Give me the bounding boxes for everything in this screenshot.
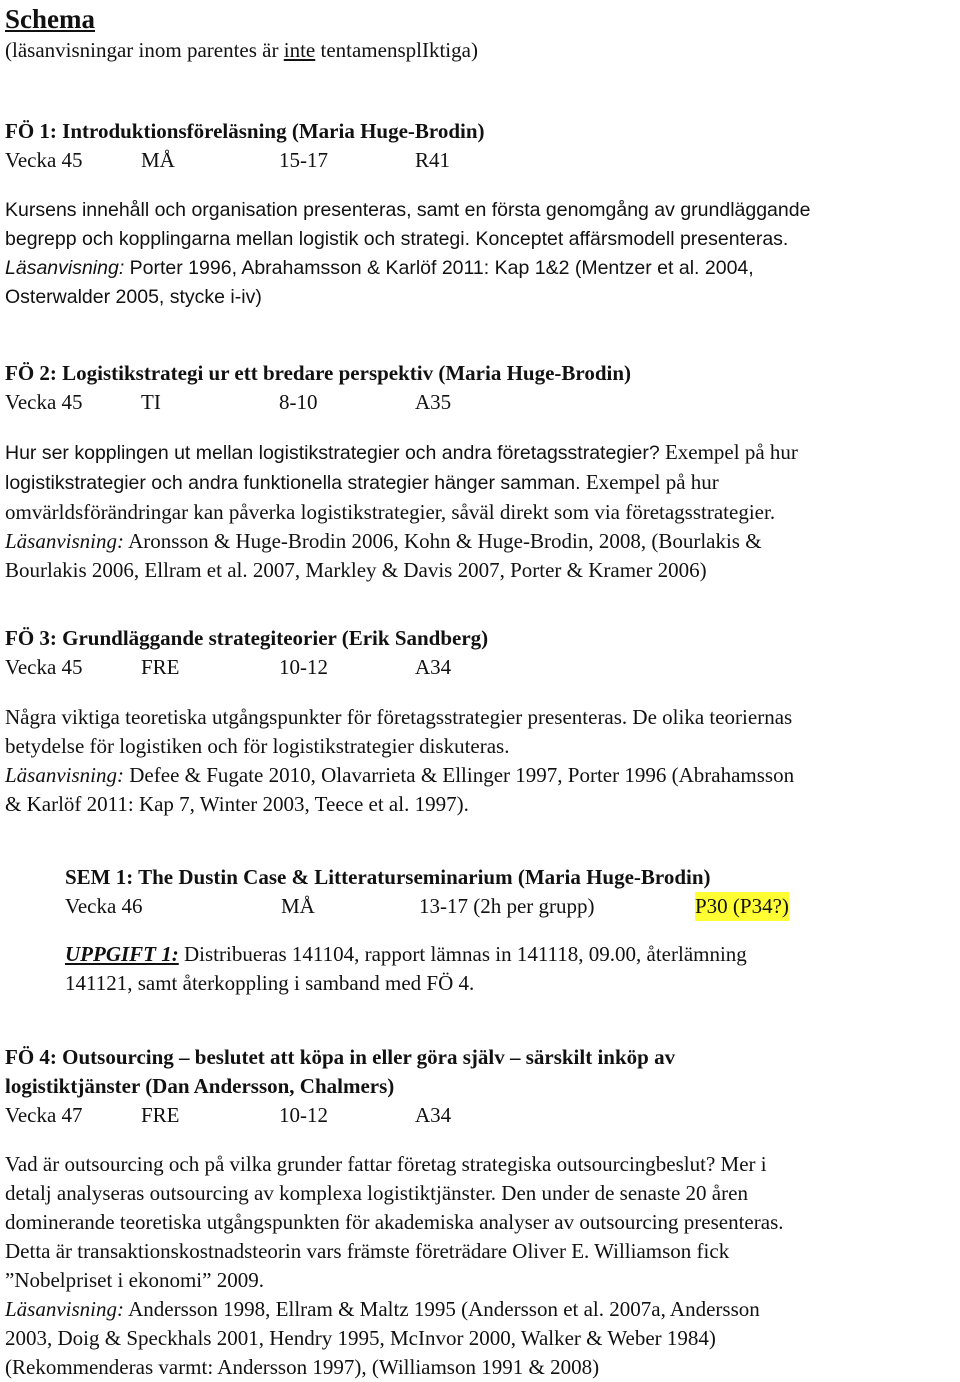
desc-sans: logistikstrategier och andra funktionella strategier hänger samman. (5, 472, 581, 494)
room: A34 (415, 655, 452, 679)
time: 8-10 (279, 390, 318, 414)
lecture-fo3 (5, 624, 957, 819)
desc-line (5, 468, 957, 498)
time: 13-17 (2h per grupp) (419, 894, 595, 918)
lecture-title: FÖ 3: Grundläggande strategiteorier (Erik Sandberg) (5, 626, 489, 650)
reading-line (5, 527, 957, 556)
desc-line: Osterwalder 2005, stycke i-iv) (5, 286, 262, 308)
day: MÅ (141, 148, 175, 172)
week: Vecka 46 (65, 894, 143, 918)
lecture-fo2 (5, 359, 957, 585)
week: Vecka 45 (5, 655, 83, 679)
desc-serif: Exempel på hur (580, 470, 719, 494)
desc-line: Detta är transaktionskostnadsteorin vars främste företrädare Oliver E. Williamson fick (5, 1239, 730, 1263)
reading-line (5, 254, 957, 283)
day: TI (141, 390, 161, 414)
week: Vecka 45 (5, 148, 83, 172)
seminar-task (65, 940, 957, 998)
room: R41 (415, 148, 451, 172)
room: A35 (415, 390, 452, 414)
lecture-fo1 (5, 117, 957, 312)
lecture-schedule (5, 1101, 957, 1130)
lecture-fo4 (5, 1043, 957, 1382)
day: FRE (141, 655, 180, 679)
desc-line: & Karlöf 2011: Kap 7, Winter 2003, Teece et al. 1997). (5, 792, 469, 816)
lecture-title: FÖ 1: Introduktionsföreläsning (Maria Huge-Brodin) (5, 119, 485, 143)
desc-line: detalj analyseras outsourcing av komplexa logistiktjänster. Den under de senaste 20 åren (5, 1181, 748, 1205)
reading-line (5, 1295, 957, 1324)
reading-label: Läsanvisning: (5, 529, 125, 553)
week: Vecka 47 (5, 1103, 83, 1127)
seminar-title: SEM 1: The Dustin Case & Litteraturseminarium (Maria Huge-Brodin) (65, 865, 711, 889)
desc-line: 2003, Doig & Speckhals 2001, Hendry 1995, McInvor 2000, Walker & Weber 1984) (5, 1326, 716, 1350)
lecture-title-cont: logistiktjänster (Dan Andersson, Chalmers) (5, 1074, 395, 1098)
reading-text: Aronsson & Huge-Brodin 2006, Kohn & Huge-Brodin, 2008, (Bourlakis & (124, 529, 762, 553)
reading-text: Andersson 1998, Ellram & Maltz 1995 (Andersson et al. 2007a, Andersson (124, 1297, 760, 1321)
schedule-document (5, 0, 957, 1382)
desc-line: omvärldsförändringar kan påverka logistikstrategier, såväl direkt som via företagsstrategier. (5, 500, 776, 524)
subtitle-underlined: inte (283, 38, 316, 62)
desc-line: Några viktiga teoretiska utgångspunkter för företagsstrategier presenteras. De olika teoriernas (5, 705, 793, 729)
time: 15-17 (279, 148, 328, 172)
lecture-description (5, 438, 957, 585)
reading-text: Porter 1996, Abrahamsson & Karlöf 2011: Kap 1&2 (Mentzer et al. 2004, (124, 257, 754, 279)
page-subtitle (5, 36, 957, 65)
seminar-sem1 (65, 863, 957, 998)
desc-sans: Hur ser kopplingen ut mellan logistikstrategier och andra företagsstrategier? (5, 442, 660, 464)
room: A34 (415, 1103, 452, 1127)
desc-line: (Rekommenderas varmt: Andersson 1997), (Williamson 1991 & 2008) (5, 1355, 600, 1379)
desc-line: betydelse för logistiken och för logistikstrategier diskuteras. (5, 734, 510, 758)
desc-line: dominerande teoretiska utgångspunkten för akademiska analyser av outsourcing presenteras. (5, 1210, 784, 1234)
day: MÅ (281, 894, 315, 918)
reading-label: Läsanvisning: (5, 1297, 125, 1321)
subtitle-text-end: tentamensplIktiga) (315, 38, 478, 62)
task-label: UPPGIFT 1: (65, 942, 179, 966)
reading-line (5, 761, 957, 790)
desc-line: ”Nobelpriset i ekonomi” 2009. (5, 1268, 264, 1292)
subtitle-text: (läsanvisningar inom parentes är (5, 38, 284, 62)
task-line: 141121, samt återkoppling i samband med FÖ 4. (65, 971, 475, 995)
desc-line (5, 438, 957, 468)
desc-line: Vad är outsourcing och på vilka grunder fattar företag strategiska outsourcingbeslut? Mer i (5, 1152, 767, 1176)
lecture-schedule (5, 146, 957, 175)
time: 10-12 (279, 655, 328, 679)
desc-serif: Exempel på hur (659, 440, 798, 464)
lecture-description (5, 196, 957, 312)
time: 10-12 (279, 1103, 328, 1127)
week: Vecka 45 (5, 390, 83, 414)
lecture-description (5, 1150, 957, 1382)
reading-label: Läsanvisning: (5, 763, 125, 787)
day: FRE (141, 1103, 180, 1127)
lecture-title: FÖ 4: Outsourcing – beslutet att köpa in eller göra själv – särskilt inköp av (5, 1045, 676, 1069)
lecture-schedule (5, 388, 957, 417)
desc-line: begrepp och kopplingarna mellan logistik och strategi. Konceptet affärsmodell presenteras. (5, 228, 789, 250)
room-highlighted: P30 (P34?) (695, 892, 789, 921)
task-line (65, 940, 957, 969)
seminar-schedule (65, 892, 957, 921)
reading-label: Läsanvisning: (5, 257, 125, 279)
desc-line: Kursens innehåll och organisation presenteras, samt en första genomgång av grundläggande (5, 199, 811, 221)
desc-line: Bourlakis 2006, Ellram et al. 2007, Markley & Davis 2007, Porter & Kramer 2006) (5, 558, 707, 582)
page-title: Schema (5, 4, 95, 34)
task-text: Distribueras 141104, rapport lämnas in 141118, 09.00, återlämning (178, 942, 747, 966)
lecture-schedule (5, 653, 957, 682)
lecture-description (5, 703, 957, 819)
lecture-title: FÖ 2: Logistikstrategi ur ett bredare perspektiv (Maria Huge-Brodin) (5, 361, 632, 385)
reading-text: Defee & Fugate 2010, Olavarrieta & Ellinger 1997, Porter 1996 (Abrahamsson (124, 763, 795, 787)
